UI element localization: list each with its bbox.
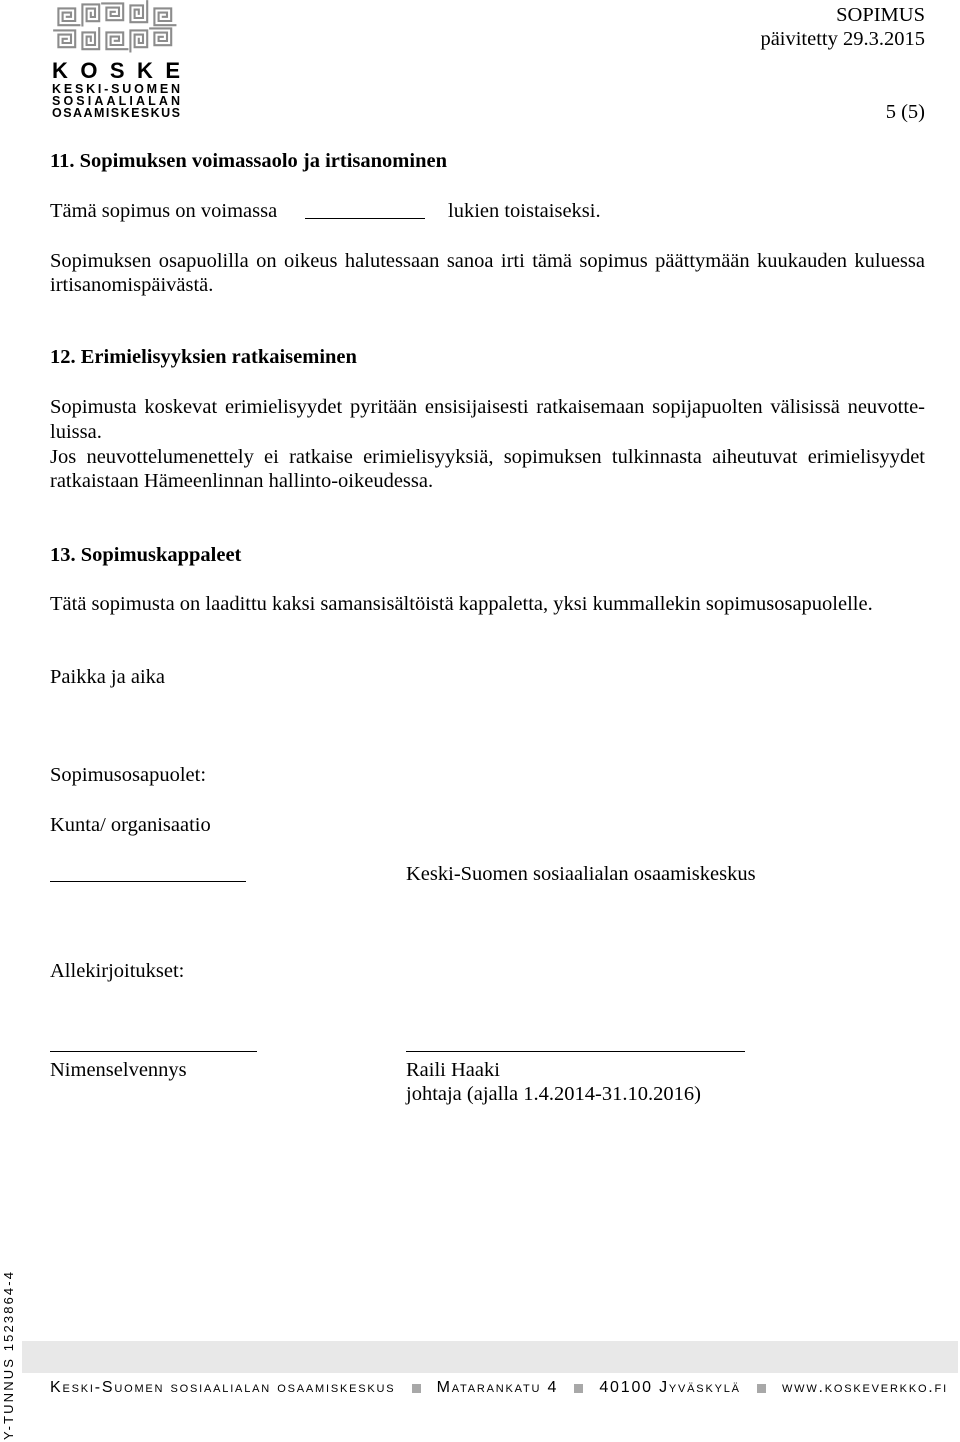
name-clarification-label: Nimenselvennys xyxy=(50,1059,187,1081)
disputes-paragraph-line: Jos neuvottelumenettely ei ratkaise erimielisyyksiä, sopimuksen tulkinnasta aiheutuvat erimielisyydet xyxy=(50,446,925,468)
footer-website: www.koskeverkko.fi xyxy=(781,1379,948,1396)
logo-line: SOSIAALIALAN xyxy=(52,94,180,108)
provider-name: Keski-Suomen sosiaalialan osaamiskeskus xyxy=(406,863,756,885)
signatures-label: Allekirjoitukset: xyxy=(50,960,185,982)
logo-spiral xyxy=(58,8,79,25)
logo-name: KOSKE xyxy=(52,58,180,83)
logo-spiral xyxy=(82,28,99,49)
logo-spiral xyxy=(130,1,147,22)
business-id-text: Y-TUNNUS 1523864-4 xyxy=(1,1272,16,1440)
footer-address xyxy=(50,1378,948,1398)
koske-logo xyxy=(50,0,186,120)
footer-street: Matarankatu 4 xyxy=(436,1379,559,1396)
page-number: 5 (5) xyxy=(885,101,925,123)
document-type: SOPIMUS xyxy=(836,4,925,26)
greek-key-pattern-icon xyxy=(54,1,175,51)
footer-separator xyxy=(757,1384,766,1393)
section-12-heading: 12. Erimielisyyksien ratkaiseminen xyxy=(50,346,357,368)
validity-date-blank xyxy=(305,218,425,219)
footer-city: 40100 Jyväskylä xyxy=(599,1379,741,1396)
section-13-heading: 13. Sopimuskappaleet xyxy=(50,544,242,566)
signature-line-right xyxy=(406,1051,745,1052)
logo-spiral xyxy=(82,4,99,25)
parties-label: Sopimusosapuolet: xyxy=(50,764,207,786)
logo-spiral xyxy=(54,30,75,47)
place-and-date-label: Paikka ja aika xyxy=(50,666,165,688)
logo-spiral xyxy=(102,3,123,20)
termination-line: irtisanomispäivästä. xyxy=(50,274,214,296)
footer-separator xyxy=(574,1384,583,1393)
copies-text: Tätä sopimusta on laadittu kaksi samansisältöistä kappaletta, yksi kummallekin sopimusosapuolelle. xyxy=(50,593,873,615)
signer-title: johtaja (ajalla 1.4.2014-31.10.2016) xyxy=(406,1083,701,1105)
logo-spiral xyxy=(106,32,127,49)
disputes-paragraph-line: Sopimusta koskevat erimielisyydet pyritään ensisijaisesti ratkaisemaan sopijapuolten välisissä neuvotte- xyxy=(50,396,925,418)
logo-spiral xyxy=(150,28,171,45)
logo-spiral xyxy=(154,8,175,25)
disputes-paragraph-line: luissa. xyxy=(50,421,102,443)
footer-band xyxy=(22,1341,958,1373)
section-11-heading: 11. Sopimuksen voimassaolo ja irtisanominen xyxy=(50,150,447,172)
municipality-blank xyxy=(50,881,246,882)
business-id-vertical xyxy=(0,1268,16,1442)
validity-text-after: lukien toistaiseksi. xyxy=(448,200,601,222)
updated-date: päivitetty 29.3.2015 xyxy=(760,28,925,50)
footer-organization: Keski-Suomen sosiaalialan osaamiskeskus xyxy=(50,1379,396,1396)
logo-line: OSAAMISKESKUS xyxy=(52,106,180,120)
signer-name: Raili Haaki xyxy=(406,1059,500,1081)
signature-line-left xyxy=(50,1051,257,1052)
footer-separator xyxy=(412,1384,421,1393)
termination-line: Sopimuksen osapuolilla on oikeus halutessaan sanoa irti tämä sopimus päättymään kuukauden kuluessa xyxy=(50,250,925,272)
disputes-paragraph-line: ratkaistaan Hämeenlinnan hallinto-oikeudessa. xyxy=(50,470,434,492)
validity-text-before: Tämä sopimus on voimassa xyxy=(50,200,278,222)
municipality-label: Kunta/ organisaatio xyxy=(50,814,211,836)
logo-line: KESKI-SUOMEN xyxy=(52,82,180,96)
logo-spiral xyxy=(130,30,147,51)
